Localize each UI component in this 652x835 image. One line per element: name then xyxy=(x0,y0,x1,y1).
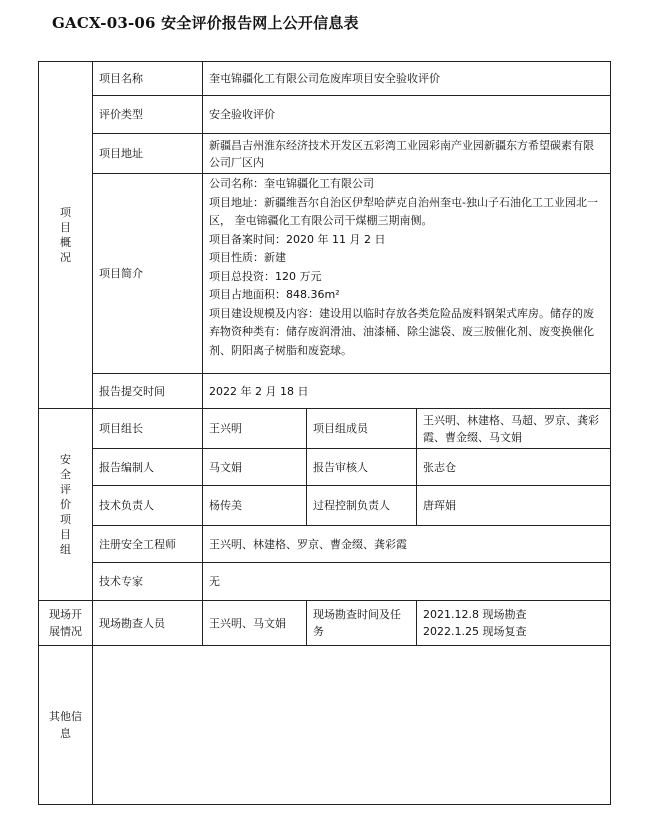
row-leader xyxy=(39,409,611,449)
process-lead-value: 唐珲娟 xyxy=(417,486,611,526)
summary-area: 项目占地面积：848.36m² xyxy=(209,288,340,301)
schedule-item: 2021.12.8 现场勘查 xyxy=(423,608,527,621)
author-value: 马文娟 xyxy=(203,449,307,486)
summary-filing-date: 项目备案时间：2020 年 11 月 2 日 xyxy=(209,232,386,246)
summary-value xyxy=(203,174,611,374)
survey-time-label: 现场勘查时间及任务 xyxy=(307,601,417,646)
summary-label: 项目简介 xyxy=(93,174,203,374)
project-name-label: 项目名称 xyxy=(93,62,203,96)
submit-time-value: 2022 年 2 月 18 日 xyxy=(203,374,611,409)
summary-scope: 项目建设规模及内容：建设用以临时存放各类危险品废料钢架式库房。储存的废弃物资种类有：储存废润滑油、油漆桶、除尘滤袋、废三胺催化剂、废变换催化剂、阴阳离子树脂和废瓷球。 xyxy=(209,306,594,357)
survey-schedule xyxy=(417,601,611,646)
row-other xyxy=(39,646,611,805)
address-value: 新疆昌吉州淮东经济技术开发区五彩湾工业园彩南产业园新疆东方希望碳素有限公司厂区内 xyxy=(203,134,611,174)
row-site xyxy=(39,601,611,646)
row-summary xyxy=(39,174,611,374)
summary-investment: 项目总投资：120 万元 xyxy=(209,269,322,283)
summary-nature: 项目性质：新建 xyxy=(209,251,286,264)
expert-label: 技术专家 xyxy=(93,563,203,601)
row-address xyxy=(39,134,611,174)
surveyors-value: 王兴明、马文娟 xyxy=(203,601,307,646)
info-table xyxy=(38,61,611,805)
eval-type-label: 评价类型 xyxy=(93,96,203,134)
engineers-value: 王兴明、林建格、罗京、曹金缀、龚彩霞 xyxy=(203,526,611,563)
surveyors-label: 现场勘查人员 xyxy=(93,601,203,646)
tech-lead-value: 杨传美 xyxy=(203,486,307,526)
summary-address: 项目地址：新疆维吾尔自治区伊犁哈萨克自治州奎屯-独山子石油化工工业园北一区， 奎屯锦疆化工有限公司干煤棚三期南侧。 xyxy=(209,195,598,227)
leader-label: 项目组长 xyxy=(93,409,203,449)
reviewer-value: 张志仓 xyxy=(417,449,611,486)
expert-value: 无 xyxy=(203,563,611,601)
submit-time-label: 报告提交时间 xyxy=(93,374,203,409)
row-tech-lead xyxy=(39,486,611,526)
project-name-value: 奎屯锦疆化工有限公司危废库项目安全验收评价 xyxy=(203,62,611,96)
tech-lead-label: 技术负责人 xyxy=(93,486,203,526)
row-project-name xyxy=(39,62,611,96)
row-eval-type xyxy=(39,96,611,134)
engineers-label: 注册安全工程师 xyxy=(93,526,203,563)
author-label: 报告编制人 xyxy=(93,449,203,486)
section-label-other: 其他信息 xyxy=(39,646,93,805)
address-label: 项目地址 xyxy=(93,134,203,174)
other-value xyxy=(93,646,611,805)
row-engineers xyxy=(39,526,611,563)
row-expert xyxy=(39,563,611,601)
schedule-item: 2022.1.25 现场复查 xyxy=(423,625,527,638)
leader-value: 王兴明 xyxy=(203,409,307,449)
members-label: 项目组成员 xyxy=(307,409,417,449)
document-title: GACX-03-06 安全评价报告网上公开信息表 xyxy=(52,14,359,32)
process-lead-label: 过程控制负责人 xyxy=(307,486,417,526)
row-submit-time xyxy=(39,374,611,409)
section-label-site: 现场开展情况 xyxy=(39,601,93,646)
section-label-overview: 项目概况 xyxy=(39,62,93,409)
row-author xyxy=(39,449,611,486)
reviewer-label: 报告审核人 xyxy=(307,449,417,486)
eval-type-value: 安全验收评价 xyxy=(203,96,611,134)
section-label-team: 安全评价项目组 xyxy=(39,409,93,601)
summary-company: 公司名称：奎屯锦疆化工有限公司 xyxy=(209,177,374,190)
members-value: 王兴明、林建格、马超、罗京、龚彩霞、曹金缀、马文娟 xyxy=(417,409,611,449)
